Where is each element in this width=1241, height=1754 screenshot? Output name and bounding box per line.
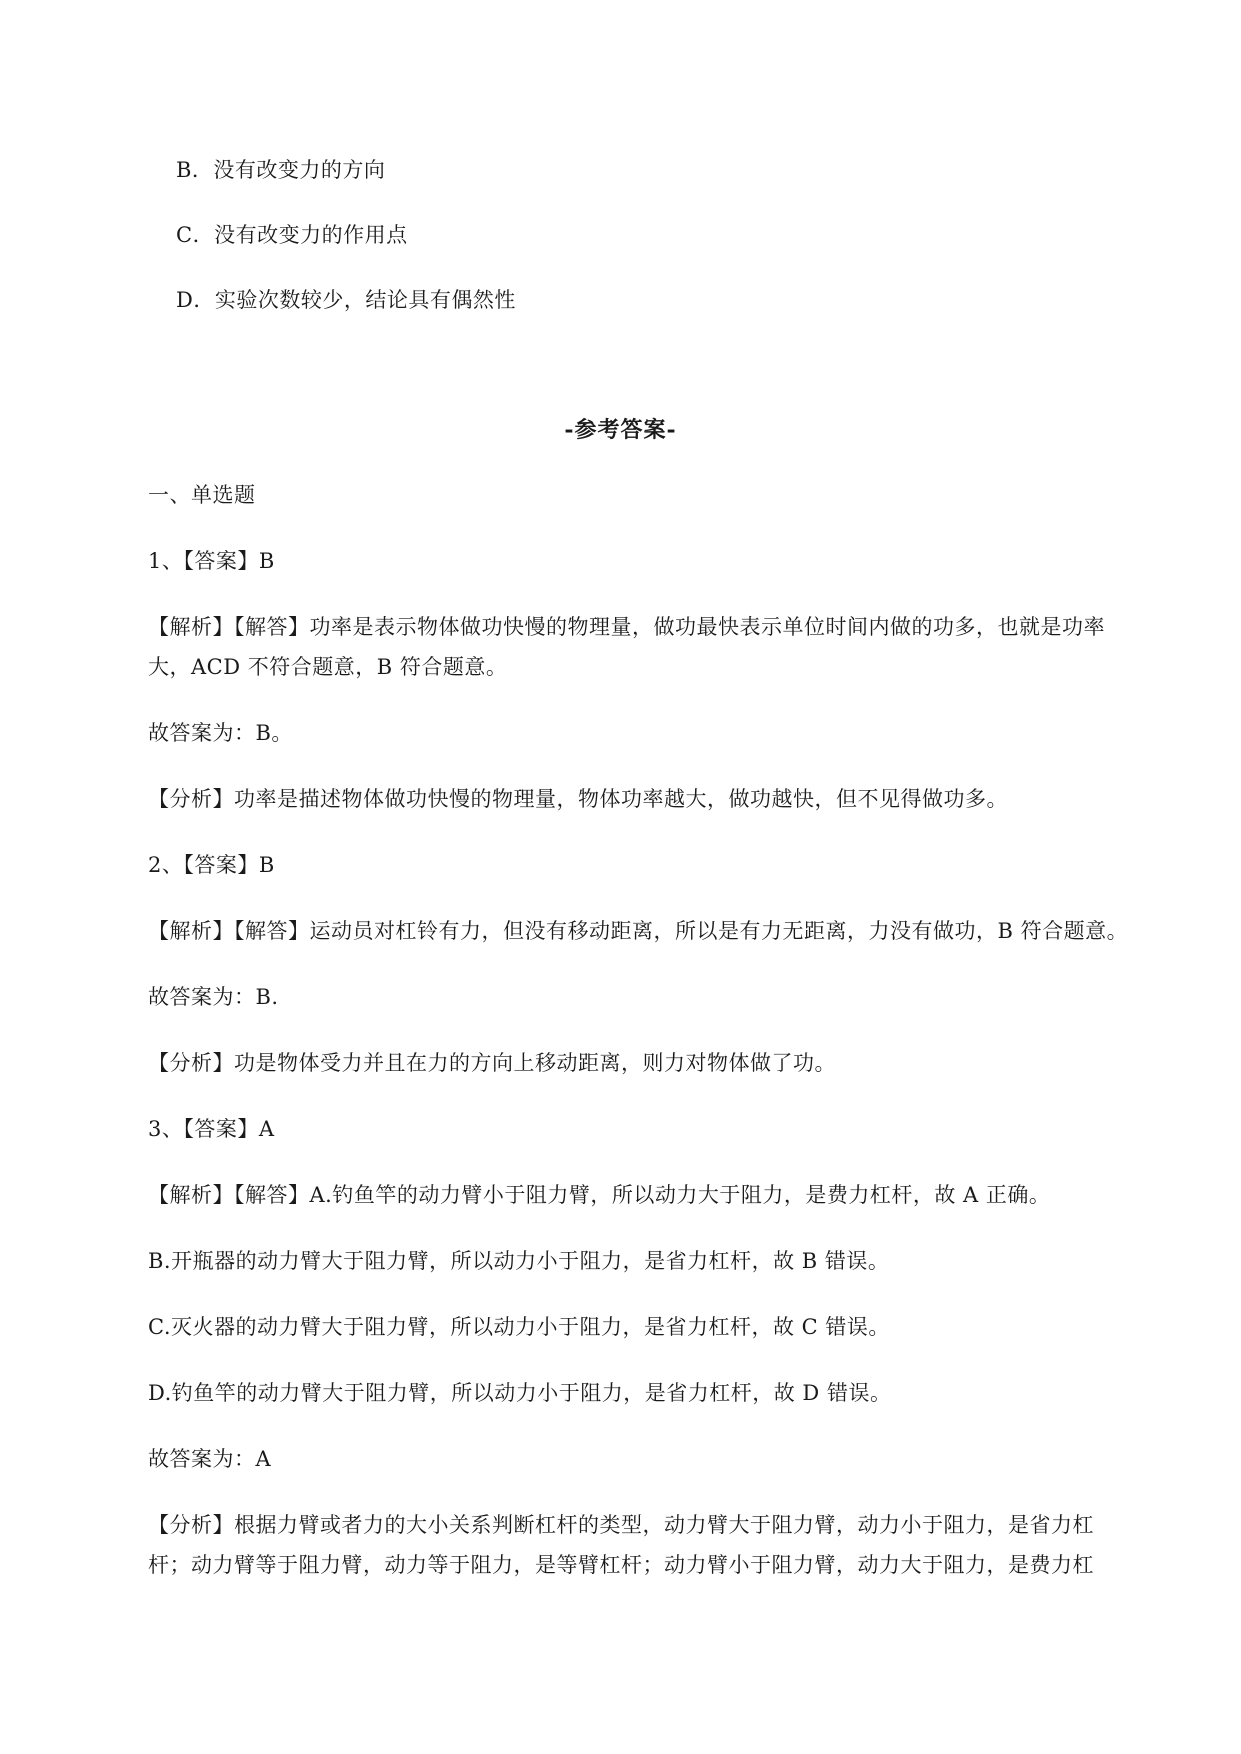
q1-analysis-line1: 【解析】【解答】功率是表示物体做功快慢的物理量，做功最快表示单位时间内做的功多，也就是功率 xyxy=(148,615,1105,639)
q3-analysis-c: C.灭火器的动力臂大于阻力臂，所以动力小于阻力，是省力杠杆，故 C 错误。 xyxy=(148,1315,890,1339)
option-b: B．没有改变力的方向 xyxy=(176,158,386,182)
answer-key-title: -参考答案- xyxy=(564,417,677,443)
q1-answer: 1、【答案】B xyxy=(148,549,275,573)
q3-note-line2: 杆；动力臂等于阻力臂，动力等于阻力，是等臂杠杆；动力臂小于阻力臂，动力大于阻力，是费力杠 xyxy=(148,1553,1094,1577)
q3-note-line1: 【分析】根据力臂或者力的大小关系判断杠杆的类型，动力臂大于阻力臂，动力小于阻力，是省力杠 xyxy=(148,1513,1094,1537)
q2-conclusion: 故答案为：B. xyxy=(148,985,279,1009)
q3-conclusion: 故答案为：A xyxy=(148,1447,272,1471)
q3-analysis-d: D.钓鱼竿的动力臂大于阻力臂，所以动力小于阻力，是省力杠杆，故 D 错误。 xyxy=(148,1381,892,1405)
option-d: D．实验次数较少，结论具有偶然性 xyxy=(176,288,516,312)
section-heading: 一、单选题 xyxy=(148,483,256,507)
q3-answer: 3、【答案】A xyxy=(148,1117,275,1141)
q3-analysis-a: 【解析】【解答】A.钓鱼竿的动力臂小于阻力臂，所以动力大于阻力，是费力杠杆，故 A 正确。 xyxy=(148,1183,1051,1207)
option-c: C．没有改变力的作用点 xyxy=(176,223,408,247)
q1-conclusion: 故答案为：B。 xyxy=(148,721,293,745)
q1-note: 【分析】功率是描述物体做功快慢的物理量，物体功率越大，做功越快，但不见得做功多。 xyxy=(148,787,1008,811)
q3-analysis-b: B.开瓶器的动力臂大于阻力臂，所以动力小于阻力，是省力杠杆，故 B 错误。 xyxy=(148,1249,890,1273)
q2-note: 【分析】功是物体受力并且在力的方向上移动距离，则力对物体做了功。 xyxy=(148,1051,836,1075)
q2-analysis: 【解析】【解答】运动员对杠铃有力，但没有移动距离，所以是有力无距离，力没有做功，B 符合题意。 xyxy=(148,919,1129,943)
q2-answer: 2、【答案】B xyxy=(148,853,275,877)
q1-analysis-line2: 大，ACD 不符合题意，B 符合题意。 xyxy=(148,655,508,679)
